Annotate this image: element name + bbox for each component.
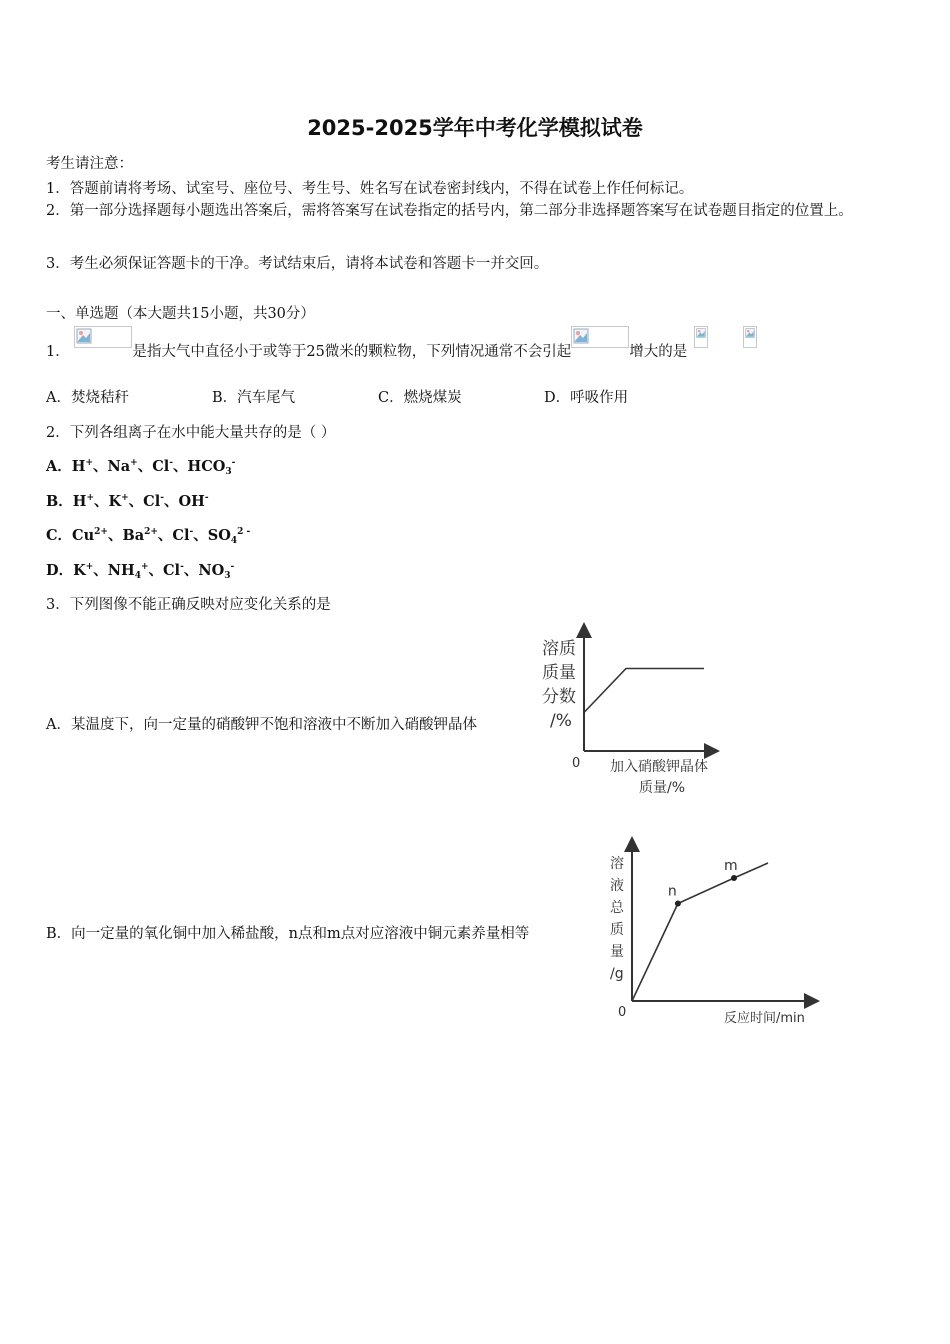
broken-image-icon [694, 326, 708, 348]
charge: - [160, 493, 164, 503]
x-axis-label: 反应时间/min [724, 1011, 805, 1026]
ion: H [71, 458, 86, 475]
question-1 [46, 338, 757, 361]
ion: 、SO [193, 527, 231, 544]
charge: - [230, 562, 235, 572]
q2-option-a[interactable] [46, 455, 235, 477]
option-label: B． [46, 493, 73, 510]
question-1-text-b: 增大的是 [629, 344, 688, 360]
ion: 、NH [93, 562, 135, 579]
charge: - [231, 458, 236, 468]
ion: H [72, 493, 87, 510]
y-axis-label: 质 [610, 922, 624, 938]
q1-option-d[interactable]: D．呼吸作用 [544, 390, 629, 406]
question-1-options [46, 386, 628, 407]
charge: + [121, 493, 129, 503]
y-axis-label: 总 [610, 900, 624, 916]
charge: + [85, 562, 94, 572]
solution-mass-chart [604, 836, 824, 1031]
origin-label: 0 [618, 1005, 627, 1020]
charge: 2+ [144, 527, 158, 537]
notice-heading: 考生请注意： [46, 156, 133, 172]
page-title: 2025-2025学年中考化学模拟试卷 [307, 116, 643, 140]
ion: 、Na [93, 458, 131, 475]
origin-label: 0 [572, 756, 581, 771]
q1-option-c[interactable]: C．燃烧煤炭 [378, 390, 462, 406]
ion: 、NO [183, 562, 225, 579]
q1-option-b[interactable]: B．汽车尾气 [212, 390, 296, 406]
section-heading: 一、单选题（本大题共15小题，共30分） [46, 306, 315, 322]
broken-image-icon [743, 326, 757, 348]
ion: 、HCO [173, 458, 226, 475]
charge: - [204, 493, 209, 503]
notice-item-2: 2．第一部分选择题每小题选出答案后，需将答案写在试卷指定的括号内，第二部分非选择题答案写在试卷题目指定的位置上。 [46, 203, 853, 219]
option-label: C． [46, 527, 73, 544]
notice-item-3: 3．考生必须保证答题卡的干净。考试结束后，请将本试卷和答题卡一并交回。 [46, 256, 549, 272]
y-axis-label: 溶 [610, 856, 624, 872]
ion: 、Cl [137, 458, 170, 475]
y-axis-label: 溶质 [542, 639, 576, 659]
subscript: 3 [224, 571, 231, 581]
x-axis-label: 质量/% [639, 780, 686, 796]
ion: 、Cl [157, 527, 190, 544]
ion: 、Cl [128, 493, 161, 510]
solute-fraction-chart [538, 620, 728, 800]
q2-option-b[interactable] [46, 490, 209, 511]
y-axis-label: /% [550, 711, 572, 731]
y-axis-label: 分数 [542, 687, 576, 707]
y-axis-label: 液 [610, 878, 624, 894]
charge: - [180, 562, 184, 572]
q1-option-a[interactable]: A．焚烧秸秆 [46, 390, 129, 406]
q2-option-d[interactable] [46, 559, 234, 581]
q3-option-b[interactable]: B．向一定量的氧化铜中加入稀盐酸，n点和m点对应溶液中铜元素养量相等 [46, 926, 530, 942]
ion: K [73, 562, 86, 579]
y-axis-label: /g [610, 966, 624, 982]
ion: Cu [72, 527, 95, 544]
option-label: A． [46, 458, 72, 475]
subscript: 3 [225, 467, 232, 477]
charge: 2 - [237, 527, 251, 537]
charge: + [130, 458, 138, 468]
charge: - [169, 458, 174, 468]
ion: 、K [94, 493, 122, 510]
charge: - [189, 527, 194, 537]
broken-image-icon [571, 326, 629, 348]
subscript: 4 [230, 536, 238, 546]
question-2-stem: 2．下列各组离子在水中能大量共存的是（ ） [46, 425, 336, 441]
charge: 2+ [94, 527, 108, 537]
broken-image-icon [74, 326, 132, 348]
subscript: 4 [134, 571, 141, 581]
ion: 、Cl [148, 562, 181, 579]
series-line [584, 669, 704, 713]
notice-item-1: 1．答题前请将考场、试室号、座位号、考生号、姓名写在试卷密封线内，不得在试卷上作任何标记。 [46, 181, 694, 197]
option-label: D． [46, 562, 74, 579]
series-line [632, 863, 768, 1001]
data-point-m [731, 875, 737, 881]
charge: + [140, 562, 149, 572]
charge: + [85, 458, 94, 468]
y-axis-label: 质量 [542, 663, 576, 683]
question-1-number: 1． [46, 344, 70, 360]
ion: 、OH [163, 493, 205, 510]
data-point-n [675, 901, 681, 907]
q2-option-c[interactable] [46, 524, 250, 546]
question-1-text-a: 是指大气中直径小于或等于25微米的颗粒物，下列情况通常不会引起 [132, 344, 572, 360]
x-axis-label: 加入硝酸钾晶体 [610, 759, 708, 775]
point-label-m: m [724, 858, 738, 874]
question-3-stem: 3．下列图像不能正确反映对应变化关系的是 [46, 597, 331, 613]
q3-option-a[interactable]: A．某温度下，向一定量的硝酸钾不饱和溶液中不断加入硝酸钾晶体 [46, 717, 477, 733]
y-axis-label: 量 [610, 944, 624, 960]
charge: + [86, 493, 95, 503]
ion: 、Ba [107, 527, 145, 544]
point-label-n: n [667, 883, 677, 900]
